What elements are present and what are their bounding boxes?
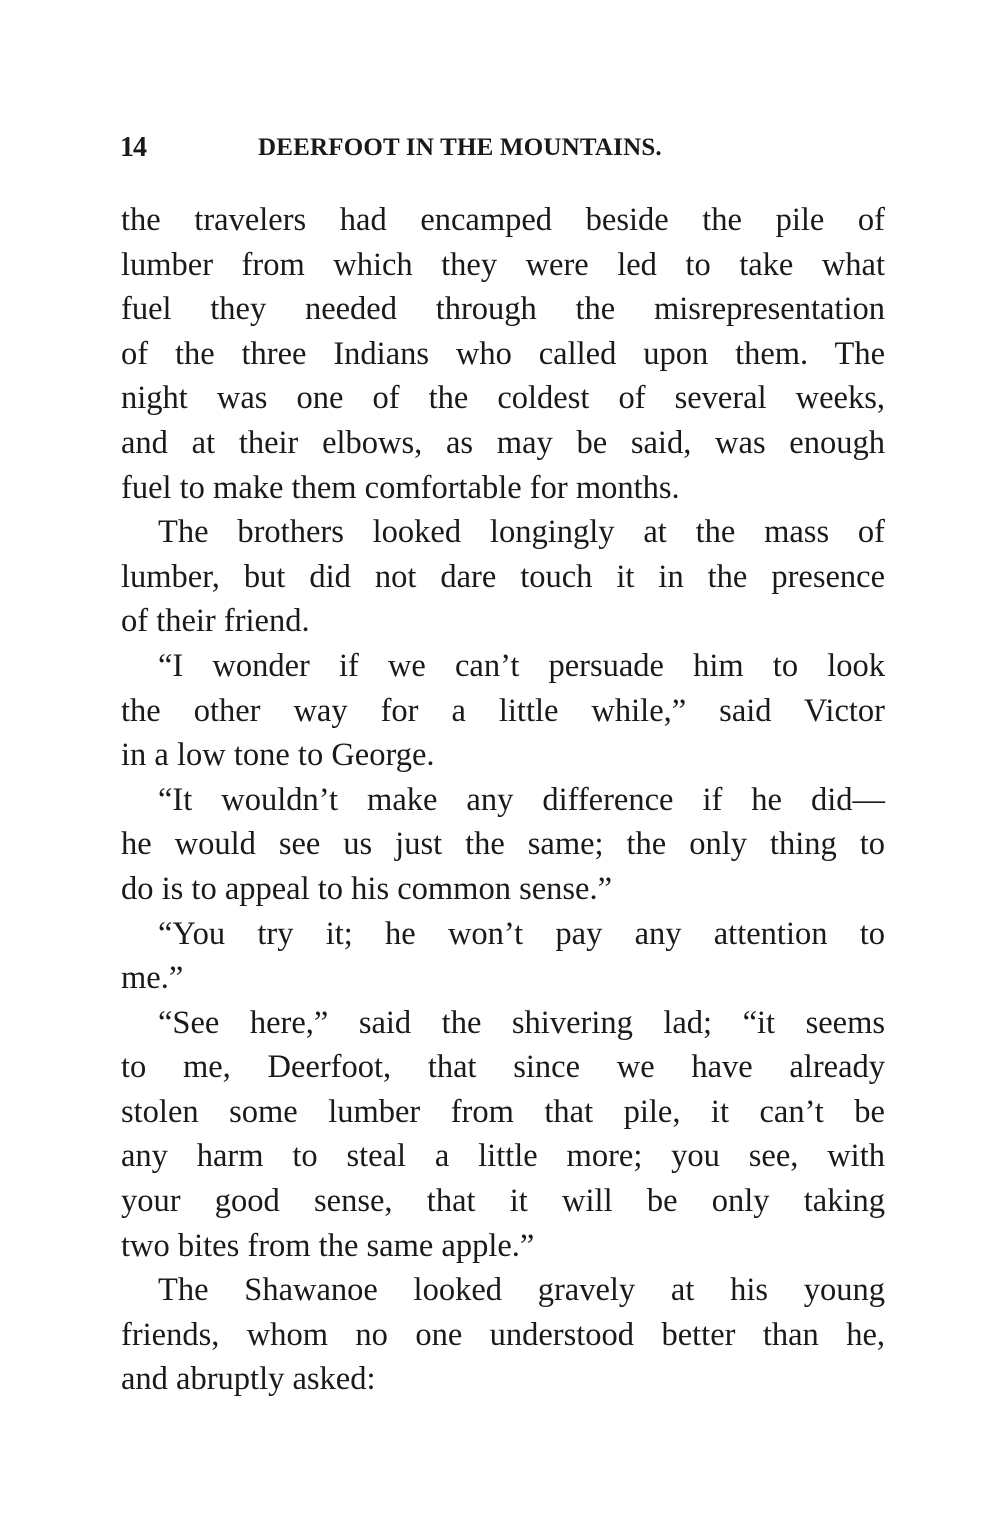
paragraph-2	[121, 510, 885, 644]
text-line: fuel they needed through the misrepresentation	[121, 291, 885, 328]
text-line: of the three Indians who called upon them. The	[121, 335, 885, 372]
running-title: DEERFOOT IN THE MOUNTAINS.	[258, 134, 662, 161]
text-line: your good sense, that it will be only taking	[121, 1183, 885, 1220]
running-head	[120, 132, 760, 172]
text-line: “I wonder if we can’t persuade him to look	[158, 647, 885, 684]
text-line: two bites from the same apple.”	[121, 1227, 535, 1264]
paragraph-7	[121, 1268, 885, 1402]
text-line: the travelers had encamped beside the pile of	[121, 202, 885, 238]
text-line: and at their elbows, as may be said, was enough	[121, 424, 885, 461]
text-line: “You try it; he won’t pay any attention to	[158, 915, 885, 952]
paragraph-1	[121, 198, 885, 510]
text-line: do is to appeal to his common sense.”	[121, 870, 613, 907]
text-line: The brothers looked longingly at the mass of	[158, 514, 885, 551]
text-line: lumber, but did not dare touch it in the presence	[121, 558, 885, 595]
text-line: fuel to make them comfortable for months.	[121, 469, 680, 506]
paragraph-3	[121, 644, 885, 778]
text-line: “It wouldn’t make any difference if he did—	[158, 781, 885, 818]
text-line: the other way for a little while,” said Victor	[121, 692, 885, 729]
text-line: he would see us just the same; the only thing to	[121, 826, 885, 863]
text-line: The Shawanoe looked gravely at his young	[158, 1272, 885, 1309]
text-line: stolen some lumber from that pile, it can’t be	[121, 1093, 885, 1130]
paragraph-5	[121, 912, 885, 1001]
text-line: in a low tone to George.	[121, 737, 435, 774]
text-line: any harm to steal a little more; you see, with	[121, 1138, 885, 1175]
paragraph-4	[121, 778, 885, 912]
text-line: and abruptly asked:	[121, 1361, 376, 1398]
page-number: 14	[120, 132, 146, 163]
text-line: “See here,” said the shivering lad; “it seems	[158, 1004, 885, 1041]
text-line: to me, Deerfoot, that since we have already	[121, 1049, 885, 1086]
text-line: of their friend.	[121, 603, 310, 640]
paragraph-6	[121, 1001, 885, 1269]
text-line: night was one of the coldest of several weeks,	[121, 380, 885, 417]
text-line: friends, whom no one understood better than he,	[121, 1316, 885, 1353]
text-line: lumber from which they were led to take what	[121, 246, 885, 283]
body-text	[121, 198, 885, 1402]
text-line: me.”	[121, 960, 184, 997]
